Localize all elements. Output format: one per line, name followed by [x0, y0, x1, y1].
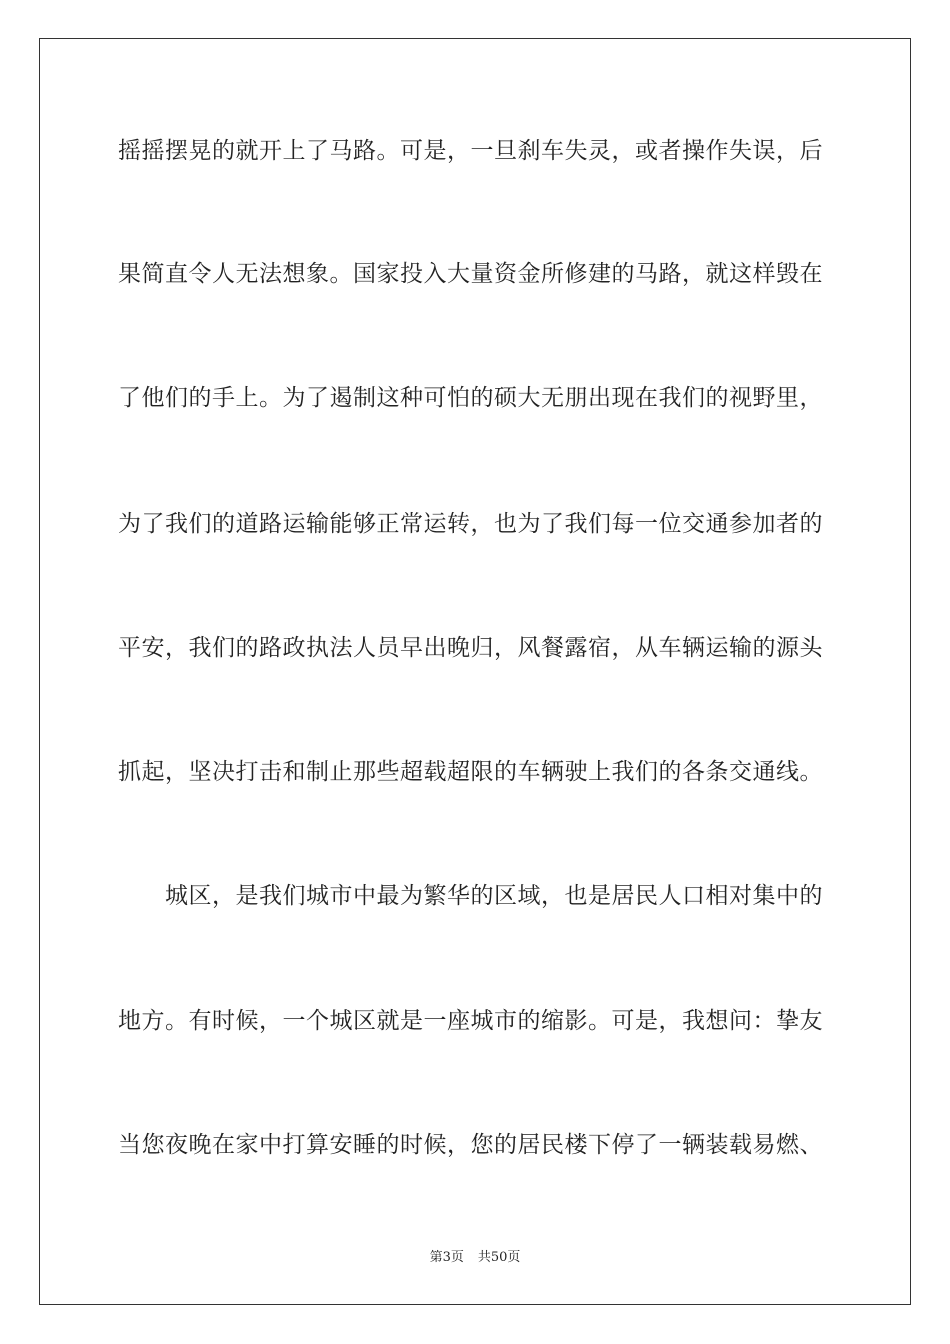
text-line-7: 城区，是我们城市中最为繁华的区域，也是居民人口相对集中的	[118, 883, 823, 909]
page-footer	[0, 1246, 950, 1265]
text-line-5: 平安，我们的路政执法人员早出晚归，风餐露宿，从车辆运输的源头	[118, 635, 823, 661]
text-line-3: 了他们的手上。为了遏制这种可怕的硕大无朋出现在我们的视野里，	[118, 385, 823, 411]
text-line-4: 为了我们的道路运输能够正常运转，也为了我们每一位交通参加者的	[118, 511, 823, 537]
text-line-9: 当您夜晚在家中打算安睡的时候，您的居民楼下停了一辆装载易燃、	[118, 1132, 823, 1158]
text-line-1: 摇摇摆晃的就开上了马路。可是，一旦刹车失灵，或者操作失误，后	[118, 138, 823, 164]
text-line-6: 抓起，坚决打击和制止那些超载超限的车辆驶上我们的各条交通线。	[118, 759, 823, 785]
text-line-2: 果简直令人无法想象。国家投入大量资金所修建的马路，就这样毁在	[118, 261, 823, 287]
page-number: 第3页	[429, 1250, 464, 1265]
page-total: 共50页	[477, 1250, 521, 1265]
page-border	[39, 38, 911, 1305]
text-line-8: 地方。有时候，一个城区就是一座城市的缩影。可是，我想问：挚友	[118, 1008, 823, 1034]
